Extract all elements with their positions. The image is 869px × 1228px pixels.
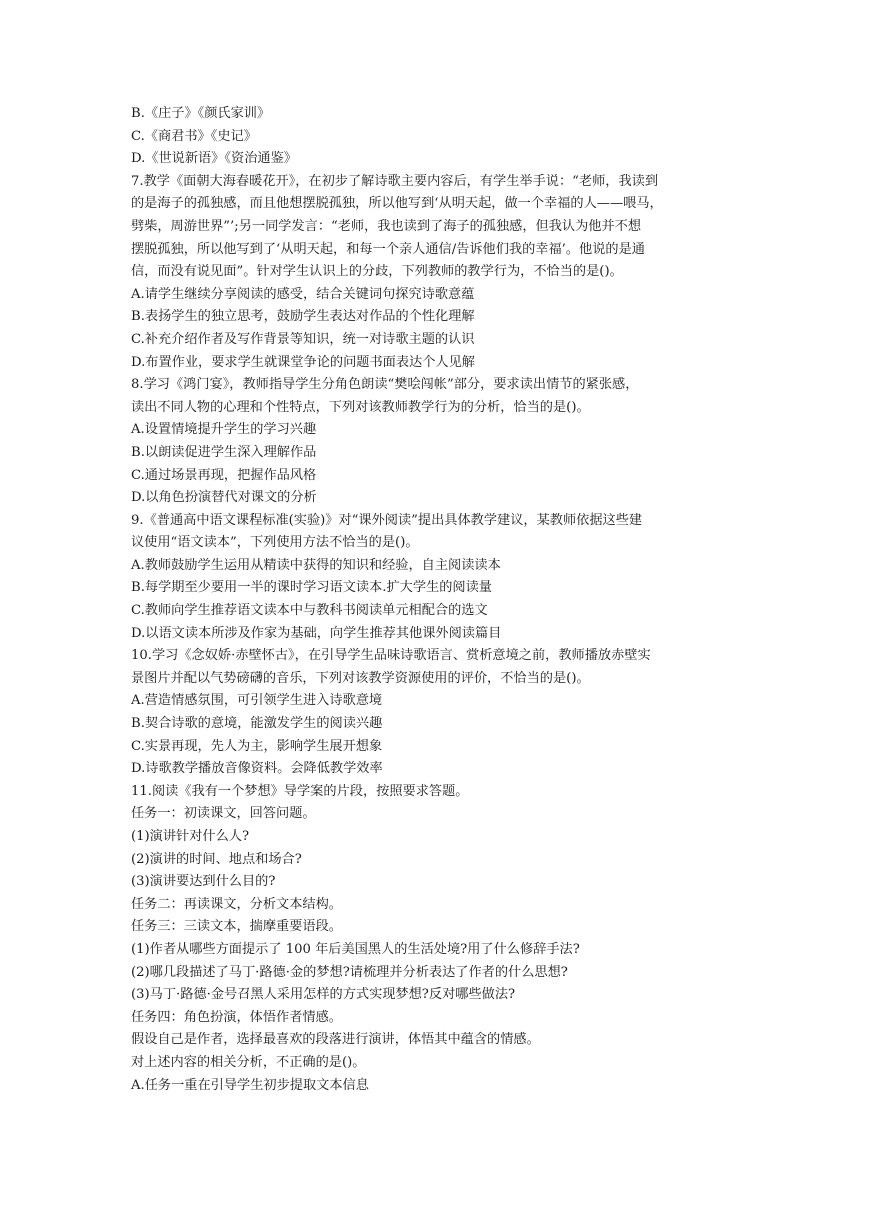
text-line: 任务四：角色扮演，体悟作者情感。: [131, 1009, 342, 1025]
text-line: 任务二：再读课文，分析文本结构。: [131, 896, 342, 912]
text-line: 摆脱孤独，所以他写到了‘从明天起，和每一个亲人通信/告诉他们我的幸福’。他说的是通: [131, 241, 645, 257]
text-line: A.请学生继续分享阅读的感受，结合关键词句探究诗歌意蕴: [131, 286, 475, 302]
text-line: D.诗歌教学播放音像资料。会降低教学效率: [131, 761, 383, 777]
text-line: 议使用“语文读本”，下列使用方法不恰当的是()。: [131, 535, 419, 551]
text-line: (2)哪几段描述了马丁·路德·金的梦想?请梳理并分析表达了作者的什么思想?: [131, 964, 568, 980]
text-line: D.布置作业，要求学生就课堂争论的问题书面表达个人见解: [131, 354, 475, 370]
text-line: B.契合诗歌的意境，能激发学生的阅读兴趣: [131, 716, 383, 732]
text-line: A.教师鼓励学生运用从精读中获得的知识和经验，自主阅读读本: [131, 557, 501, 573]
text-line: B.表扬学生的独立思考，鼓励学生表达对作品的个性化理解: [131, 309, 475, 325]
text-line: D.以语文读本所涉及作家为基础，向学生推荐其他课外阅读篇目: [131, 625, 502, 641]
text-line: (1)演讲针对什么人?: [131, 829, 250, 844]
text-line: 读出不同人物的心理和个性特点，下列对该教师教学行为的分析，恰当的是()。: [131, 399, 590, 415]
text-line: D.以角色扮演替代对课文的分析: [131, 490, 317, 506]
text-line: D.《世说新语》《资治通鉴》: [131, 151, 297, 167]
text-line: 信，而没有说见面”。针对学生认识上的分歧，下列教师的教学行为，不恰当的是()。: [131, 264, 623, 280]
text-line: 景图片并配以气势磅礴的音乐，下列对该教学资源使用的评价，不恰当的是()。: [131, 670, 590, 686]
text-line: 任务一：初读课文，回答问题。: [131, 806, 316, 822]
text-line: (3)演讲要达到什么目的?: [131, 874, 276, 890]
text-line: C.补充介绍作者及写作背景等知识，统一对诗歌主题的认识: [131, 331, 475, 347]
text-line: 10.学习《念奴娇·赤壁怀古》，在引导学生品味诗歌语言、赏析意境之前，教师播放赤壁实: [131, 648, 651, 664]
text-line: C.《商君书》《史记》: [131, 128, 257, 144]
text-line: B.《庄子》《颜氏家训》: [131, 106, 271, 121]
text-line: 7.教学《面朝大海春暖花开》，在初步了解诗歌主要内容后，有学生举手说：“老师，我读到: [131, 173, 659, 189]
document-body: [131, 103, 741, 1097]
text-line: 11.阅读《我有一个梦想》导学案的片段，按照要求答题。: [131, 783, 469, 799]
text-line: (1)作者从哪些方面提示了 100 年后美国黑人的生活处境?用了什么修辞手法?: [131, 941, 580, 957]
text-line: 劈柴，周游世界”’;另一同学发言：“老师，我也读到了海子的孤独感，但我认为他并不想: [131, 218, 642, 234]
text-line: (3)马丁·路德·金号召黑人采用怎样的方式实现梦想?反对哪些做法?: [131, 987, 516, 1003]
text-line: 8.学习《鸿门宴》，教师指导学生分角色朗读“樊哙闯帐”部分，要求读出情节的紧张感，: [131, 377, 639, 393]
text-line: C.实景再现，先人为主，影响学生展开想象: [131, 738, 383, 754]
text-line: B.以朗读促进学生深入理解作品: [131, 444, 317, 460]
text-line: A.营造情感氛围，可引领学生进入诗歌意境: [131, 693, 383, 709]
text-line: C.教师向学生推荐语文读本中与教科书阅读单元相配合的选文: [131, 603, 488, 619]
text-line: 假设自己是作者，选择最喜欢的段落进行演讲，体悟其中蕴含的情感。: [131, 1032, 540, 1048]
text-line: B.每学期至少要用一半的课时学习语文读本.扩大学生的阅读量: [131, 580, 492, 596]
text-line: A.任务一重在引导学生初步提取文本信息: [131, 1077, 369, 1093]
text-line: A.设置情境提升学生的学习兴趣: [131, 422, 317, 438]
text-line: 对上述内容的相关分析，不正确的是()。: [131, 1054, 366, 1070]
text-line: 的是海子的孤独感，而且他想摆脱孤独，所以他写到‘从明天起，做一个幸福的人——喂马，: [131, 196, 663, 212]
text-line: 9.《普通高中语文课程标准(实验)》对“课外阅读”提出具体教学建议，某教师依据这些建: [131, 512, 643, 528]
text-line: C.通过场景再现，把握作品风格: [131, 467, 317, 483]
text-line: 任务三：三读文本，揣摩重要语段。: [131, 919, 342, 935]
text-line: (2)演讲的时间、地点和场合?: [131, 851, 302, 867]
